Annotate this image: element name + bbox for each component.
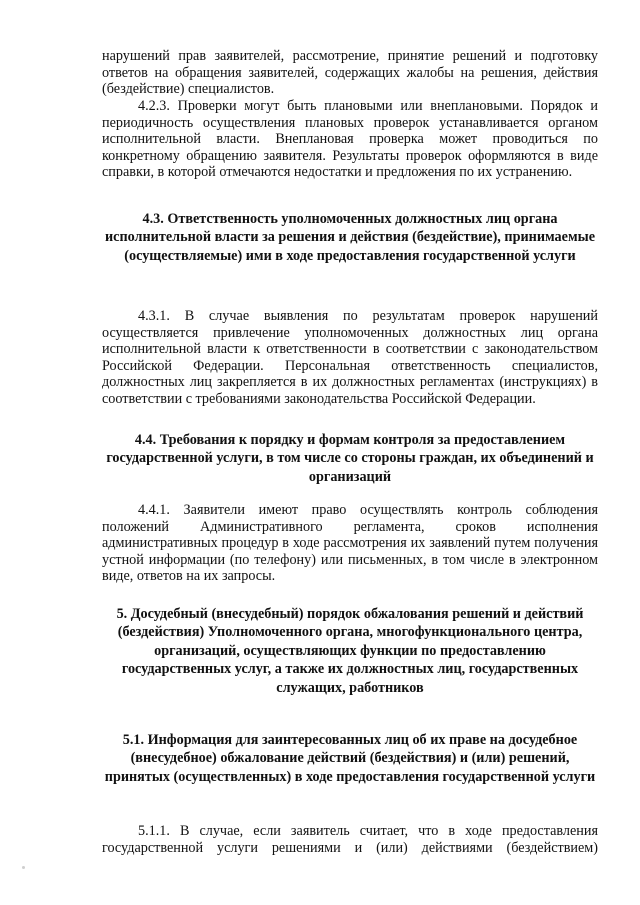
scan-speck: [22, 866, 25, 869]
heading-5: 5. Досудебный (внесудебный) порядок обжалования решений и действий (бездействия) Уполномоченного органа, многофункционального центра, организаций, осуществляющих функции по предоставлению государственных услуг, а также их должностных лиц, государственных служащих, работников: [116, 606, 584, 696]
heading-5-1: 5.1. Информация для заинтересованных лиц об их праве на досудебное (внесудебное) обжалование действий (бездействия) и (или) решений, принятых (осуществленных) в ходе предоставления государственной услуги: [104, 732, 596, 785]
heading-4-3: 4.3. Ответственность уполномоченных должностных лиц органа исполнительной власти за решения и действия (бездействие), принимаемые (осуществляемые) ими в ходе предоставления государственной услуги: [105, 211, 595, 264]
paragraph-5-1-1: 5.1.1. В случае, если заявитель считает, что в ходе предоставления государственной услуги решениями и (или) действиями (бездействием): [102, 823, 598, 856]
paragraph-violations-continued: нарушений прав заявителей, рассмотрение, принятие решений и подготовку ответов на обращения заявителей, содержащих жалобы на решения, действия (бездействие) специалистов.: [102, 48, 598, 98]
heading-4-4: 4.4. Требования к порядку и формам контроля за предоставлением государственной услуги, в том числе со стороны граждан, их объединений и организаций: [106, 432, 594, 485]
paragraph-4-3-1: 4.3.1. В случае выявления по результатам проверок нарушений осуществляется привлечение уполномоченных должностных лиц органа исполнительной власти к ответственности в соответствии с законодательством Российской Федерации. Персональная ответственность специалистов, должностных лиц закрепляется в их должностных регламентах (инструкциях) в соответствии с требованиями законодательства Российской Федерации.: [102, 308, 598, 407]
paragraph-4-4-1: 4.4.1. Заявители имеют право осуществлять контроль соблюдения положений Административного регламента, сроков исполнения административных процедур в ходе рассмотрения их заявлений путем получения устной информации (по телефону) или письменных, в том числе в электронном виде, ответов на их запросы.: [102, 502, 598, 585]
paragraph-4-2-3: 4.2.3. Проверки могут быть плановыми или внеплановыми. Порядок и периодичность осуществления плановых проверок устанавливается органом исполнительной власти. Внеплановая проверка может проводиться по конкретному обращению заявителя. Результаты проверок оформляются в виде справки, в которой отмечаются недостатки и предложения по их устранению.: [102, 98, 598, 181]
